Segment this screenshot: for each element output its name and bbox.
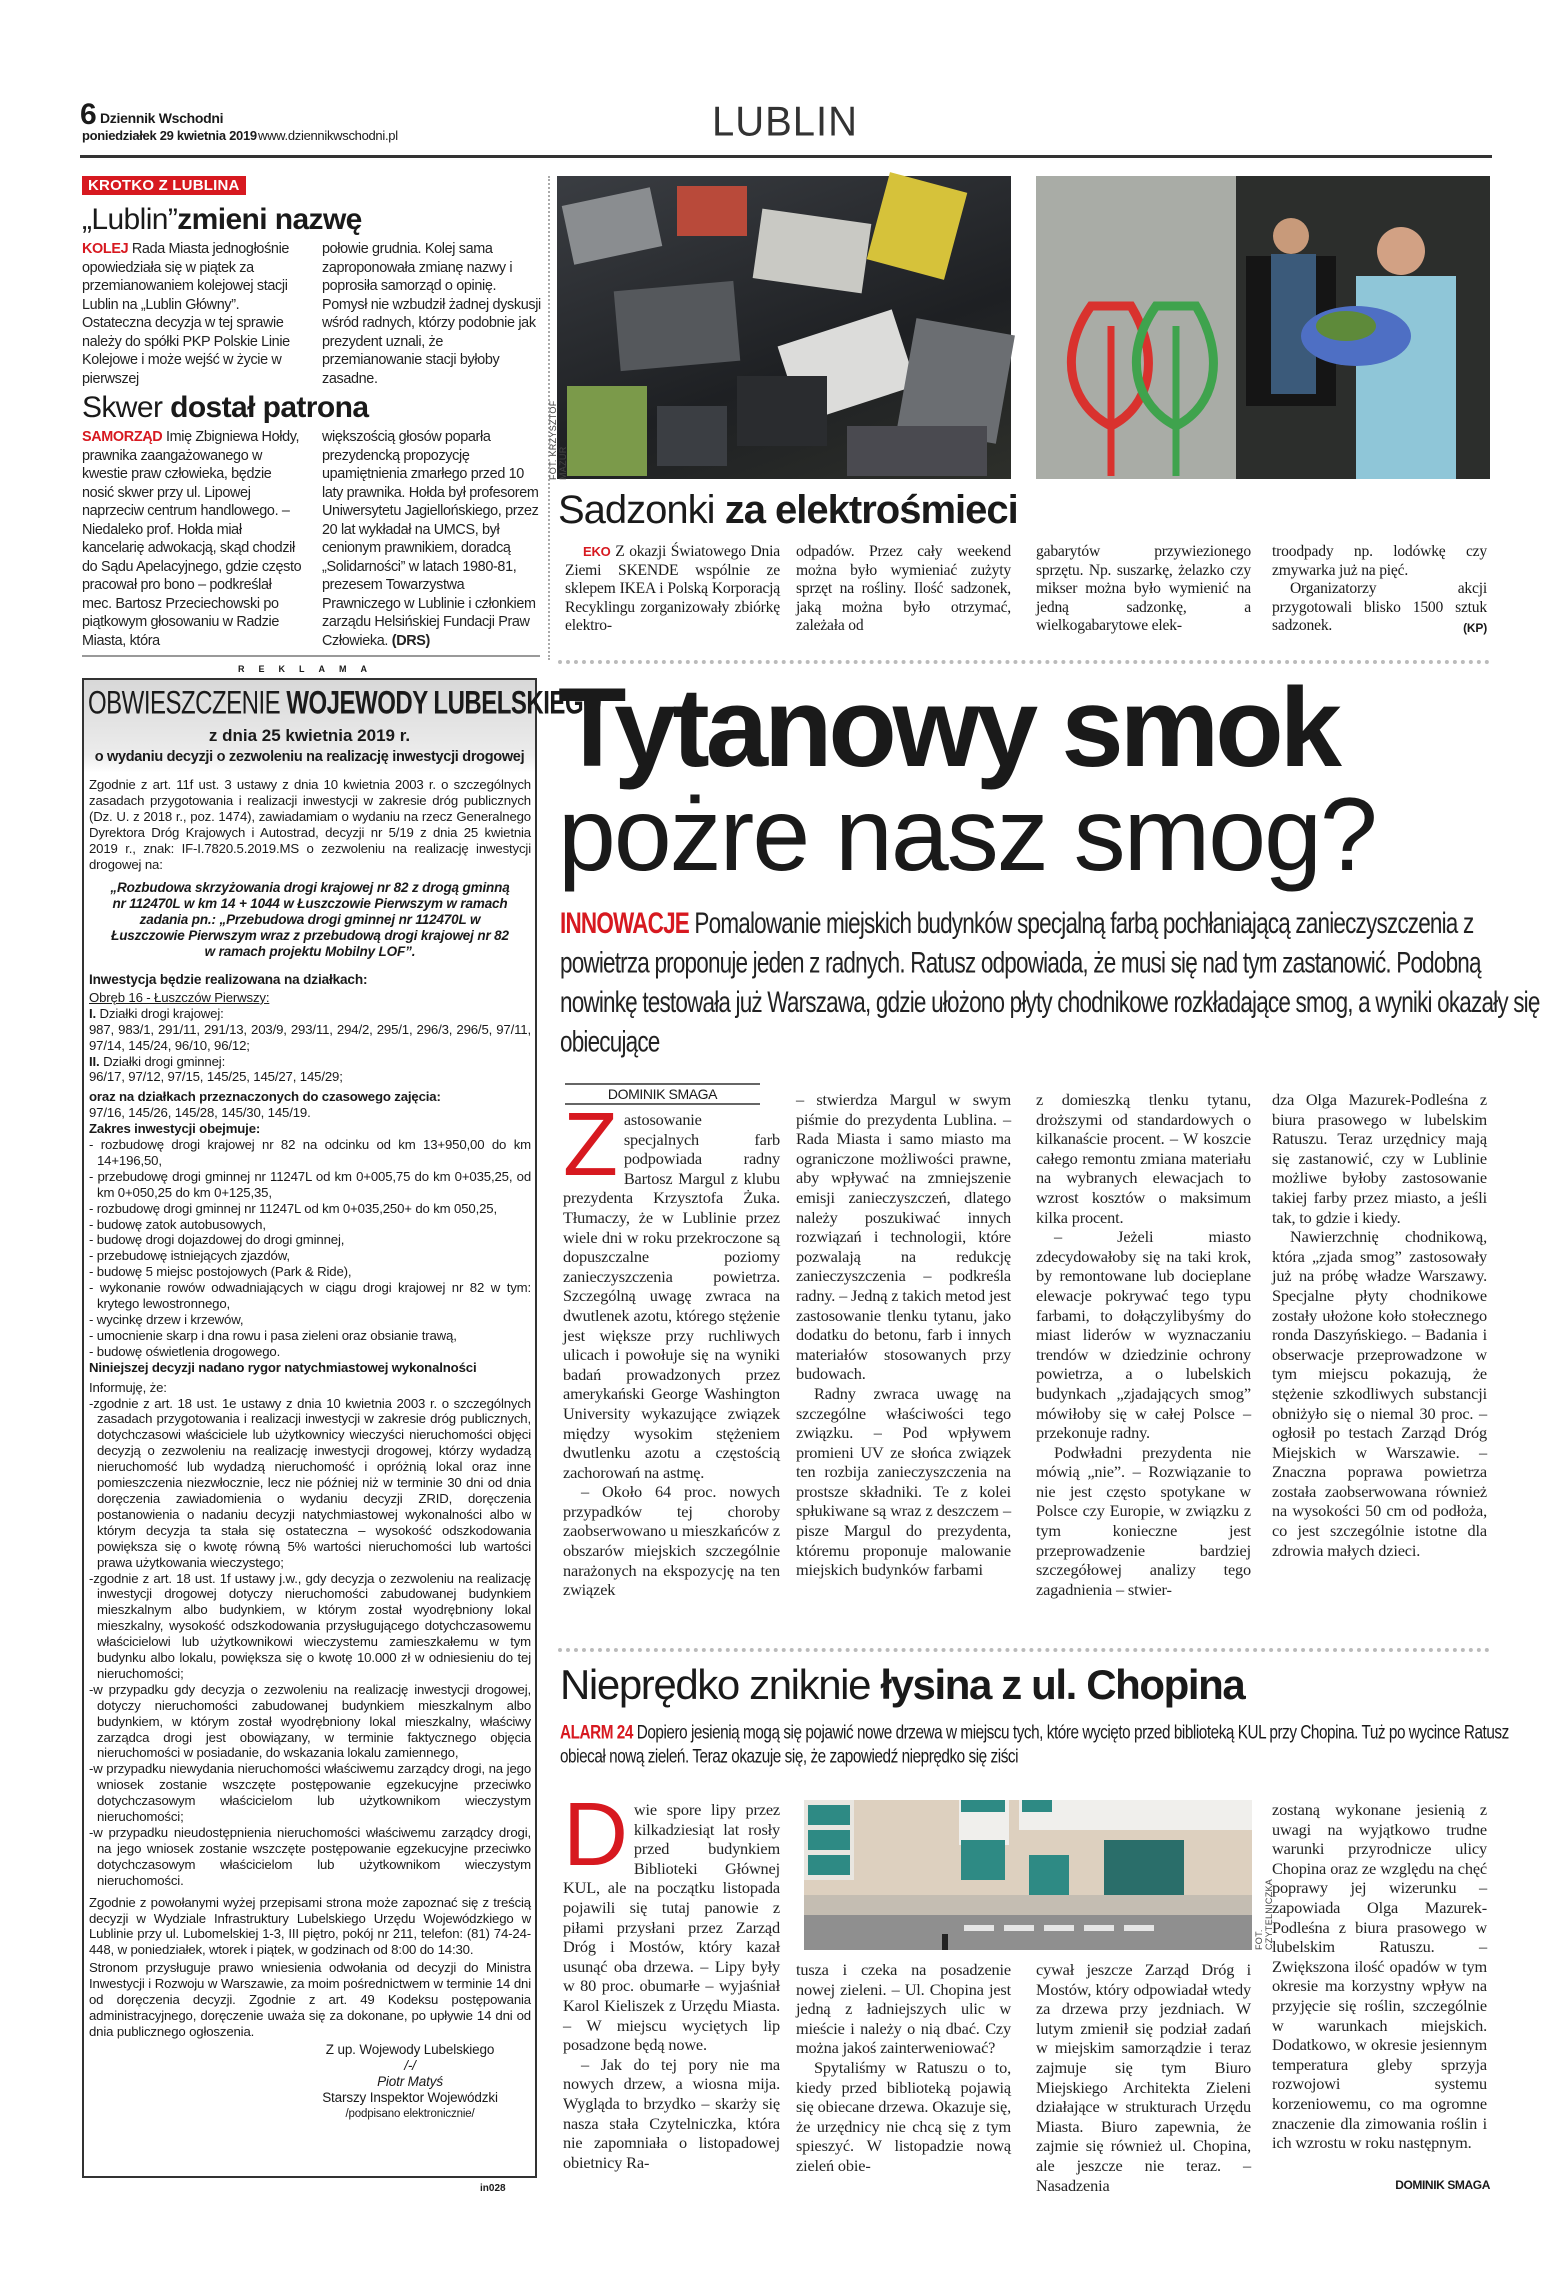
advert-label: REKLAMA [238,664,381,674]
brief-2-title-bold: dostał patrona [170,391,369,424]
notice-header [84,680,602,773]
briefs-label: KROTKO Z LUBLINA [82,176,246,195]
notice-title-bold: WOJEWODY LUBELSKIEGO [286,685,602,722]
sadzonki-text: troodpady np. lodówkę czy zmywarka już na pięć. [1272,543,1487,579]
signature-name: Piotr Matyś [377,2073,443,2089]
header-rule [80,155,1492,158]
brief-2-text-1: Imię Zbigniewa Hołdy, prawnika zaangażowanego w kwestie praw człowieka, będzie nosić skwer przy ul. Lipowej naprzeciw centrum handlowego. – Niedaleko prof. Hołda miał kancelarię adwokacją, skąd chodził do Sądu Apelacyjnego, gdzie często pracował pro bono – podkreślał mec. Bartosz Przeciechowski po piątkowym głosowaniu w Radzie Miasta, która [82,429,302,649]
truck-leaf-logo-illustration [1036,176,1490,479]
issue-date: poniedziałek 29 kwietnia 2019 [82,128,257,143]
drop-cap: Z [563,1095,618,1195]
scope-list [89,1137,531,1360]
main-col-1 [563,1095,780,1630]
library-building-illustration [804,1800,1252,1950]
notice-intro: Zgodnie z art. 11f ust. 3 ustawy z dnia 10 kwietnia 2003 r. o szczególnych zasadach przygotowania i realizacji inwestycji w zakresie dróg publicznych (Dz. U. z 2018 r., poz. 1474), zawiadamiam o wydaniu na rzecz Generalnego Dyrektora Dróg Krajowych i Autostrad, decyzji nr 5/19 z dnia 25 kwietnia 2019 r., znak: IF-I.7820.5.2019.MS o zezwoleniu na realizację inwestycji drogowej na: [89,777,531,872]
temp-heading: oraz na działkach przeznaczonych do czasowego zajęcia: [89,1089,441,1105]
brief-1-title [82,204,362,236]
main-col-2 [796,1090,1011,1630]
notice-list-item: - budowę drogi dojazdowej do drogi gminnej, [89,1232,345,1248]
notice-title [88,685,601,723]
notice-list-item: - wykonanie rowów odwadniających w ciągu drogi krajowej nr 82 w tym: krytego lewostronnego, [89,1280,531,1312]
chopina-title-bold: łysina z ul. Chopina [880,1661,1245,1708]
main-paragraph: – stwierdza Margul w swym piśmie do prezydenta Lublina. – Rada Miasta i samo miasto ma ograniczone możliwości prawne, aby wpływać na zmniejszenie emisji zanieczyszczeń, dlatego należy poszukiwać innych rozwiązań i technologii, które pozwalają na redukcję zanieczyszczenia – podkreśla radny. – Jedną z takich metod jest zastosowanie tlenku tytanu, jako dodatku do betonu, farb i innych materiałów stosowanych przy budowach. [796,1090,1011,1384]
notice-title-light: OBWIESZCZENIE [88,685,281,722]
main-paragraph: – Około 64 proc. nowych przypadków tej choroby zaobserwowano u mieszkańców z obszarów miejskich szczególnie narażonych na ekspozycję na ten związek [563,1482,780,1600]
main-headline-line-2: pożre nasz smog? [558,777,1376,893]
brief-1-col2: połowie grudnia. Kolej sama zaproponowała zmianę nazwy i poprosiła samorząd o opinię. Pomysł nie wzbudził żadnej dyskusji wśród radnych, którzy podobnie jak prezydent uznali, że przemianowanie stacji byłoby zasadne. [322,241,541,387]
obreb: Obręb 16 - Łuszczów Pierwszy: [89,989,270,1005]
chopina-lead-text: Dopiero jesienią mogą się pojawić nowe drzewa w miejscu tych, które wycięto przed biblioteką KUL przy Chopina. Tuż po wycince Ratusz obiecał nową zieleń. Teraz okazuje się, że zapowiedź nieprędko się ziści [560,1721,1509,1768]
main-col-3 [1036,1090,1251,1630]
notice-list-item: - budowę oświetlenia drogowego. [89,1343,281,1359]
krajowa-list: 987, 983/1, 291/11, 291/13, 203/9, 293/11, 294/2, 295/1, 296/3, 296/5, 97/11, 97/14, 145/24, 96/10, 96/12; [89,1021,531,1053]
brief-2-col1 [82,428,304,650]
notice-list-item: - budowę zatok autobusowych, [89,1216,266,1232]
brief-1-title-bold: zmieni nazwę [177,203,362,236]
photo-credit: FOT. KRZYSZTOF MAZUR [548,400,568,480]
main-byline: DOMINIK SMAGA [565,1083,760,1105]
main-paragraph: dza Olga Mazurek-Podleśna z biura prasowego w lubelskim Ratuszu. Teraz urzędnicy mają się zastanowić, czy w Lublinie możliwe byłoby zastosowanie takiej farby przez miasto, a jeśli tak, to gdzie i kiedy. [1272,1090,1487,1227]
sadzonki-col-3 [1036,543,1251,658]
sadzonki-col-1 [565,543,780,658]
brief-2-title-light: Skwer [82,391,163,424]
chopina-col-4 [1272,1800,1487,2175]
chopina-paragraph: tusza i czeka na posadzenie nowej zieleni. – Ul. Chopina jest jedną z ładniejszych ulic w mieście i należy o nią dbać. Czy można jakoś zainterweniować? [796,1960,1011,2058]
photo-seedlings [1036,176,1490,479]
sadzonki-title-bold: za elektrośmieci [724,488,1018,532]
notice-list-item: - budowę 5 miejsc postojowych (Park & Ride), [89,1264,352,1280]
sadzonki-text: odpadów. Przez cały weekend można było wymieniać zużyty sprzęt na rośliny. Ilość sadzonek, jaką można było otrzymać, zależała od [796,543,1011,635]
sadzonki-title [558,488,1018,532]
scope-heading: Zakres inwestycji obejmuje: [89,1121,261,1137]
notice-subject: o wydaniu decyzji o zezwoleniu na realizację inwestycji drogowej [94,749,525,765]
gminna-label: Działki drogi gminnej: [103,1053,226,1069]
chopina-col-2 [796,1960,1011,2192]
gminna-list: 96/17, 97/12, 97/15, 145/25, 145/27, 145/29; [89,1069,343,1085]
notice-list-item: -zgodnie z art. 18 ust. 1e ustawy z dnia 10 kwietnia 2003 r. o szczególnych zasadach przygotowania i realizacji inwestycji w zakresie dróg publicznych, dotychczasowi właściciele lub użytkownicy wieczyści nieruchomości objęci decyzją o zezwoleniu na realizację inwestycji drogowej, którzy wydadzą nieruchomość lub wydadzą nieruchomość i opróżnią lokal oraz inne pomieszczenia niezwłocznie, lecz nie później niż w terminie 30 dni od dnia doręczenia zawiadomienia o wydaniu decyzji ZRID, doręczenia postanowienia o nadaniu decyzji natychmiastowej wykonalności albo w którym decyzja ta stała się ostateczna – wysokość odszkodowania powiększa się o kwotę równą 5% wartości nieruchomości lub wartości prawa użytkowania wieczystego; [89,1395,531,1570]
chopina-paragraph: wie spore lipy przez kilkadziesiąt lat rosły przed budynkiem Biblioteki Głównej KUL, ale na początku listopada pojawili się tutaj panowie z piłami przysłani przez Zarząd Dróg i Mostów, który kazał usunąć oba drzewa. – Lipy były w 80 proc. obumarłe – wyjaśniał Karol Kieliszek z Urzędu Miasta. – W miejscu wyciętych lip posadzone będą nowe. [563,1800,780,2055]
inform-heading: Informuję, że: [89,1379,167,1395]
page-number: 6 [80,98,97,131]
krajowa-label: Działki drogi krajowej: [99,1005,224,1021]
main-kicker: INNOWACJE [560,906,689,940]
chopina-kicker: ALARM 24 [560,1721,633,1743]
section-divider [558,660,1490,664]
brief-2-kicker: SAMORZĄD [82,429,163,445]
main-lead-text: Pomalowanie miejskich budynków specjalną farbą pochłaniającą zanieczyszczenia z powietrza proponuje jeden z radnych. Ratusz odpowiada, że musi się nad tym zastanowić. Podobną nowinkę testowała już Warszawa, gdzie ułożono płyty chodnikowe rozkładające smog, a wyniki okazały się obiecujące [560,906,1540,1059]
chopina-paragraph: – Jak do tej pory nie ma nowych drzew, a wiosna mija. Wygląda to brzydko – skarży się nasza stała Czytelniczka, która nie zapomniała o listopadowej obietnicy Ra- [563,2054,780,2172]
brief-2-title [82,392,368,424]
notice-signature [289,2042,531,2122]
signature-role: Starszy Inspektor Wojewódzki [322,2089,498,2105]
notice-body [84,773,535,2122]
main-paragraph: – Jeżeli miasto zdecydowałoby się na taki krok, by remontowane lub docieplane elewacje pokrywać tego typu farbami, to dołączylibyśmy do miast liderów w wyznaczaniu trendów w dziedzinie ochrony powietrza, a o lubelskich budynkach „zjadających smog” mówiłoby się w całej Polsce – przekonuje radny. [1036,1227,1251,1443]
sadzonki-title-light: Sadzonki [558,488,715,532]
sadzonki-col-4 [1272,543,1487,658]
main-paragraph: astosowanie specjalnych farb podpowiada radny Bartosz Margul z klubu prezydenta Krzysztofa Żuka. Tłumaczy, że w Lublinie przez wiele dni w roku przekroczone są dopuszczalne poziomy zanieczyszczenia powietrza. Szczególną uwagę zwraca na dwutlenek azotu, którego stężenie jest większe przy ruchliwych ulicach i powołuje się na wyniki badań prowadzonych przez amerykański George Washington University wykazujące związek między wysokim stężeniem dwutlenku azotu a częstością zachorowań na astmę. [563,1110,780,1482]
briefs-rule [82,655,540,657]
gminna-num: II. [89,1053,100,1069]
signature-line: /-/ [404,2057,416,2073]
notice-list-item: - rozbudowę drogi krajowej nr 82 na odcinku od km 13+950,00 do km 14+196,50, [89,1137,531,1168]
notice-list-item: -w przypadku niewydania nieruchomości właściwemu zarządcy drogi, na jego wniosek zostanie wszczęte postępowanie egzekucyjne przeciwko dotychczasowym właścicielom lub użytkownikom wieczystym nieruchomości; [89,1761,531,1825]
krajowa-num: I. [89,1005,97,1021]
temp-list: 97/16, 145/26, 145/28, 145/30, 145/19. [89,1105,311,1121]
brief-1-text-1: Rada Miasta jednogłośnie opowiedziała się w piątek za przemianowaniem kolejowej stacji Lublin na „Lublin Główny”. Ostateczna decyzja w tej sprawie należy do spółki PKP Polskie Linie Kolejowe i może wejść w życie w pierwszej [82,241,290,387]
paper-url[interactable]: www.dziennikwschodni.pl [258,128,398,143]
sadzonki-signature: (KP) [1463,620,1487,635]
main-col-4 [1272,1090,1487,1630]
brief-2-col2 [322,428,544,650]
paper-name: Dziennik Wschodni [100,110,224,126]
chopina-paragraph: cywał jeszcze Zarząd Dróg i Mostów, który odpowiadał wtedy za drzewa przy jezdniach. W lutym zmienił się podział zadań w miejskim samorządzie i teraz zajmuje się tym Biuro Miejskiego Architekta Zieleni działające w strukturach Urzędu Miasta. Biuro zapewnia, że zajmie się również ul. Chopina, ale jeszcze nie teraz. – Nasadzenia [1036,1960,1251,2195]
chopina-col-1 [563,1785,780,2190]
notice-quote: „Rozbudowa skrzyżowania drogi krajowej nr 82 z drogą gminną nr 112470L w km 14 + 1044 w Łuszczowie Pierwszym w ramach zadania pn.: „Przebudowa drogi gminnej nr 112470L w Łuszczowie Pierwszym wraz z przebudową drogi krajowej nr 82 w ramach projektu Mobilny LOF”. [110,880,510,960]
notice-list-item: - umocnienie skarp i dna rowu i pasa zieleni oraz obsianie trawą, [89,1327,457,1343]
notice-appeal: Stronom przysługuje prawo wniesienia odwołania od decyzji do Ministra Inwestycji i Rozwoju w Warszawie, za moim pośrednictwem w terminie 14 dni od doręczenia decyzji. Zgodnie z art. 49 Kodeksu postępowania administracyjnego, doręczenie uważa się za dokonane, po upływie 14 dni od dnia publicznego ogłoszenia. [89,1960,531,2039]
notice-list-item: - wycinkę drzew i krzewów, [89,1312,244,1327]
chopina-headline [560,1660,1244,1710]
photo-kul-library [804,1800,1252,1950]
rygor: Niniejszej decyzji nadano rygor natychmiastowej wykonalności [89,1359,477,1375]
section-divider [558,1648,1490,1652]
brief-1-title-light: „Lublin” [82,203,178,236]
sadzonki-kicker: EKO [583,544,611,559]
main-paragraph: z domieszką tlenku tytanu, droższymi od standardowych o kilkanaście procent. – W koszcie całego remontu zmiana materiału na wybranych elewacjach to wzrost kosztów o maksimum kilka procent. [1036,1090,1251,1227]
sadzonki-text: gabarytów przywiezionego sprzętu. Np. suszarkę, żelazko czy mikser można było wymienić na jedną sadzonkę, a wielkogabarytowe elek- [1036,543,1251,635]
inform-list [89,1396,531,1889]
photo-electronic-waste [557,176,1011,479]
brief-2-text-2: większością głosów poparła prezydencką propozycję upamiętnienia zmarłego przed 10 laty prawnika. Hołda był profesorem Uniwersytetu Jagiellońskiego, przez 20 lat wykładał na UMCS, był cenionym prawnikiem, doradcą „Solidarności” w latach 1980-81, prezesem Towarzystwa Prawniczego w Lublinie i członkiem zarządu Helsińskiej Fundacji Praw Człowieka. [322,429,539,649]
main-headline-line-1: Tytanowy smok [558,665,1338,790]
brief-1-kicker: KOLEJ [82,241,129,257]
notice-list-item: - przebudowę istniejących zjazdów, [89,1248,290,1264]
main-paragraph: Podwładni prezydenta nie mówią „nie”. – Rozwiązanie to nie jest często spotykane w Polsce czy Europie, w związku z tym konieczne jest przeprowadzenie bardziej szczegółowej analizy tego zagadnienia – stwier- [1036,1442,1251,1599]
plots-heading: Inwestycja będzie realizowana na działkach: [89,971,368,987]
notice-date: z dnia 25 kwietnia 2019 r. [208,726,411,745]
main-paragraph: Radny zwraca uwagę na szczególne właściwości tego związku. – Pod wpływem promieni UV ze słońca związek ten rozbija zanieczyszczenia na prostsze składniki. Te z kolei spłukiwane są wraz z deszczem – pisze Margul do prezydenta, któremu proponuje malowanie miejskich budynków farbami [796,1383,1011,1580]
drop-cap: D [563,1785,628,1885]
signature-note: /podpisano elektronicznie/ [345,2107,475,2120]
signature-line: Z up. Wojewody Lubelskiego [325,2041,495,2057]
notice-list-item: - rozbudowę drogi gminnej nr 11247L od km 0+035,250+ do km 050,25, [89,1200,497,1216]
notice-list-item: -w przypadku gdy decyzja o zezwoleniu na realizację inwestycji drogowej, dotyczy nieruchomości zabudowanej budynkiem mieszkalnym albo budynkiem, w którym został wyodrębniony lokal mieszkalny, właściwy zarządca drogi jest obowiązany, w terminie faktycznego objęcia nieruchomości w posiadanie, do wskazania lokalu zamiennego, [89,1681,531,1761]
chopina-col-3 [1036,1960,1251,2195]
chopina-title-light: Nieprędko zniknie [560,1661,871,1708]
chopina-paragraph: Spytaliśmy w Ratuszu o to, kiedy przed biblioteką pojawią się obiecane drzewa. Okazuje się, że urzędnicy nie chcą się z tym spieszyć. W listopadzie nową zieleń obie- [796,2057,1011,2175]
photo-credit: FOT. CZYTELNICZKA [1254,1878,1274,1950]
chopina-byline: DOMINIK SMAGA [1395,2178,1490,2192]
chopina-lead [560,1720,1514,1768]
section-title: LUBLIN [711,98,859,146]
chopina-paragraph: zostaną wykonane jesienią z uwagi na wyjątkowo trudne warunki przyrodnicze ulicy Chopina oraz ze względu na chęć poprawy jej wizerunku – zapowiada Olga Mazurek-Podleśna z biura prasowego w lubelskim Ratuszu. – Zwiększona ilość opadów w tym okresie ma korzystny wpływ na przyjęcie się roślin, szczególnie w warunkach miejskich. Dodatkowo, w okresie jesiennym temperatura gleby sprzyja rozwojowi systemu korzeniowemu, co ma ogromne znaczenie dla zimowania roślin i ich wzrostu w roku następnym. [1272,1800,1487,2153]
sadzonki-col-2 [796,543,1011,658]
notice-list-item: - przebudowę drogi gminnej nr 11247L od km 0+005,75 do km 0+035,25, od km 0+050,25 do km 0+125,35, [89,1168,531,1200]
sadzonki-text: Organizatorzy akcji przygotowali blisko 1500 sztuk sadzonek. [1272,580,1487,635]
brief-2-signature: (DRS) [391,632,430,649]
electronics-pile-illustration [557,176,1011,479]
sadzonki-text: Z okazji Światowego Dnia Ziemi SKENDE wspólnie ze sklepem IKEA i Polską Korporacją Recyklingu zorganizowały zbiórkę elektro- [565,543,780,635]
advert-code: in028 [480,2183,506,2194]
notice-list-item: -zgodnie z art. 18 ust. 1f ustawy j.w., gdy decyzja o zezwoleniu na realizację inwestycji drogowej dotyczy nieruchomości zabudowanej budynkiem mieszkalnym albo budynkiem, w którym został wyodrębniony lokal mieszkalny, wysokość odszkodowania przysługującego dotychczasowemu właścicielowi lub użytkownikowi wieczystemu zamieszkałemu w tym budynku albo lokalu, powiększa się o kwotę 10.000 zł w odniesieniu do tej nieruchomości; [89,1570,531,1681]
main-paragraph: Nawierzchnię chodnikową, która „zjada smog” zastosowały już na próbę władze Warszawy. Specjalne płyty chodnikowe zostały ułożone koło stołecznego ronda Daszyńskiego. – Badania i obserwacje przeprowadzone w tym miejscu pokazują, że stężenie szkodliwych substancji obniżyło się o niemal 30 proc. – ogłosił po testach Zarząd Dróg Miejskich w Warszawie. – Znaczna poprawa powietrza została zaobserwowana również na wysokości 50 cm od podłoża, co jest szczególnie istotne dla zdrowia małych dzieci. [1272,1227,1487,1560]
brief-1-col1 [82,240,304,388]
notice-list-item: -w przypadku nieudostępnienia nieruchomości właściwemu zarządcy drogi, na jego wniosek zostanie wszczęte postępowanie egzekucyjne przeciwko dotychczasowym właścicielom lub użytkownikom wieczystym nieruchomości. [89,1825,531,1888]
notice-access: Zgodnie z powołanymi wyżej przepisami strona może zapoznać się z treścią decyzji w Wydziale Infrastruktury Lubelskiego Urzędu Wojewódzkiego w Lublinie przy ul. Lubomelskiej 1-3, III piętro, pokój nr 211, telefon: (81) 74-24-448, w poniedziałek, wtorek i piątek, w godzinach od 8:00 do 14:30. [89,1894,531,1958]
main-lead [560,904,1550,1062]
